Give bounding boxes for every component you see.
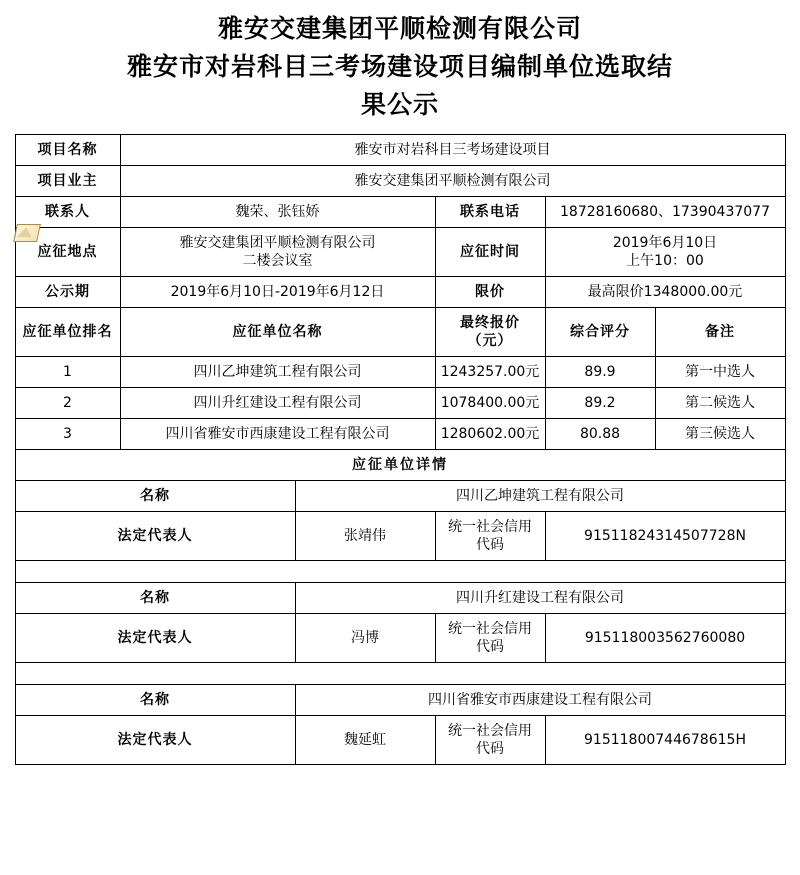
bid-rank: 2 <box>15 388 120 419</box>
credit-code-label-line-2: 代码 <box>476 537 504 553</box>
bid-remark-header: 备注 <box>655 308 785 357</box>
table-row <box>15 583 785 614</box>
row-spacer-cell <box>15 561 785 583</box>
contact-label: 联系人 <box>15 197 120 228</box>
details-section-title: 应征单位详情 <box>15 450 785 481</box>
bid-score: 89.2 <box>545 388 655 419</box>
table-row <box>15 614 785 663</box>
table-row <box>15 228 785 277</box>
project-name-value: 雅安市对岩科目三考场建设项目 <box>120 135 785 166</box>
bid-price-header-line-2: （元） <box>467 333 513 349</box>
notice-period-label: 公示期 <box>15 277 120 308</box>
unit-name-value: 四川升红建设工程有限公司 <box>295 583 785 614</box>
table-row <box>15 512 785 561</box>
place-value-line-2: 二楼会议室 <box>242 253 313 269</box>
bid-score: 89.9 <box>545 357 655 388</box>
table-row <box>15 716 785 765</box>
credit-code-label-line-1: 统一社会信用 <box>448 519 532 535</box>
bid-price: 1280602.00元 <box>435 419 545 450</box>
row-spacer-cell <box>15 663 785 685</box>
highlight-marker-icon <box>13 224 41 242</box>
credit-code-value: 91511800744678615H <box>545 716 785 765</box>
title-line-1: 雅安交建集团平顺检测有限公司 <box>217 14 582 43</box>
price-limit-value: 最高限价1348000.00元 <box>545 277 785 308</box>
legal-rep-label: 法定代表人 <box>15 614 295 663</box>
title-line-2: 雅安市对岩科目三考场建设项目编制单位选取结 <box>126 52 673 81</box>
unit-name-value: 四川乙坤建筑工程有限公司 <box>295 481 785 512</box>
place-label: 应征地点 <box>15 228 120 277</box>
time-value-line-2: 上午10：00 <box>626 253 704 269</box>
bid-name-header: 应征单位名称 <box>120 308 435 357</box>
legal-rep-label: 法定代表人 <box>15 716 295 765</box>
document-title <box>0 0 800 130</box>
bid-price-header <box>435 308 545 357</box>
table-row <box>15 419 785 450</box>
credit-code-label-line-1: 统一社会信用 <box>448 621 532 637</box>
credit-code-label <box>435 614 545 663</box>
unit-name-value: 四川省雅安市西康建设工程有限公司 <box>295 685 785 716</box>
credit-code-label-line-2: 代码 <box>476 741 504 757</box>
time-value <box>545 228 785 277</box>
table-row <box>15 388 785 419</box>
bid-price-header-line-1: 最终报价 <box>460 315 520 331</box>
unit-name-label: 名称 <box>15 481 295 512</box>
time-value-line-1: 2019年6月10日 <box>612 235 718 251</box>
legal-rep-value: 冯博 <box>295 614 435 663</box>
notice-period-value: 2019年6月10日-2019年6月12日 <box>120 277 435 308</box>
bid-price: 1243257.00元 <box>435 357 545 388</box>
unit-name-label: 名称 <box>15 583 295 614</box>
phone-value: 18728160680、17390437077 <box>545 197 785 228</box>
credit-code-value: 91511824314507728N <box>545 512 785 561</box>
place-value-line-1: 雅安交建集团平顺检测有限公司 <box>179 235 376 251</box>
legal-rep-label: 法定代表人 <box>15 512 295 561</box>
bid-unit-name: 四川省雅安市西康建设工程有限公司 <box>120 419 435 450</box>
contact-value: 魏荣、张钰娇 <box>120 197 435 228</box>
table-row <box>15 197 785 228</box>
bid-price: 1078400.00元 <box>435 388 545 419</box>
owner-label: 项目业主 <box>15 166 120 197</box>
credit-code-value: 915118003562760080 <box>545 614 785 663</box>
bid-rank: 1 <box>15 357 120 388</box>
bid-unit-name: 四川乙坤建筑工程有限公司 <box>120 357 435 388</box>
project-name-label: 项目名称 <box>15 135 120 166</box>
table-row <box>15 277 785 308</box>
legal-rep-value: 张靖伟 <box>295 512 435 561</box>
unit-name-label: 名称 <box>15 685 295 716</box>
bid-remark: 第一中选人 <box>655 357 785 388</box>
bid-rank: 3 <box>15 419 120 450</box>
credit-code-label <box>435 512 545 561</box>
row-spacer <box>15 663 785 685</box>
legal-rep-value: 魏延虹 <box>295 716 435 765</box>
row-spacer <box>15 561 785 583</box>
info-table <box>15 134 786 765</box>
table-row <box>15 357 785 388</box>
credit-code-label <box>435 716 545 765</box>
table-row <box>15 481 785 512</box>
bid-header-row <box>15 308 785 357</box>
bid-score: 80.88 <box>545 419 655 450</box>
title-line-3: 果公示 <box>360 90 439 119</box>
bid-remark: 第二候选人 <box>655 388 785 419</box>
bid-remark: 第三候选人 <box>655 419 785 450</box>
table-row <box>15 685 785 716</box>
owner-value: 雅安交建集团平顺检测有限公司 <box>120 166 785 197</box>
place-value <box>120 228 435 277</box>
price-limit-label: 限价 <box>435 277 545 308</box>
bid-score-header: 综合评分 <box>545 308 655 357</box>
table-row <box>15 135 785 166</box>
time-label: 应征时间 <box>435 228 545 277</box>
bid-unit-name: 四川升红建设工程有限公司 <box>120 388 435 419</box>
bid-rank-header: 应征单位排名 <box>15 308 120 357</box>
phone-label: 联系电话 <box>435 197 545 228</box>
credit-code-label-line-1: 统一社会信用 <box>448 723 532 739</box>
details-section-row <box>15 450 785 481</box>
credit-code-label-line-2: 代码 <box>476 639 504 655</box>
table-row <box>15 166 785 197</box>
